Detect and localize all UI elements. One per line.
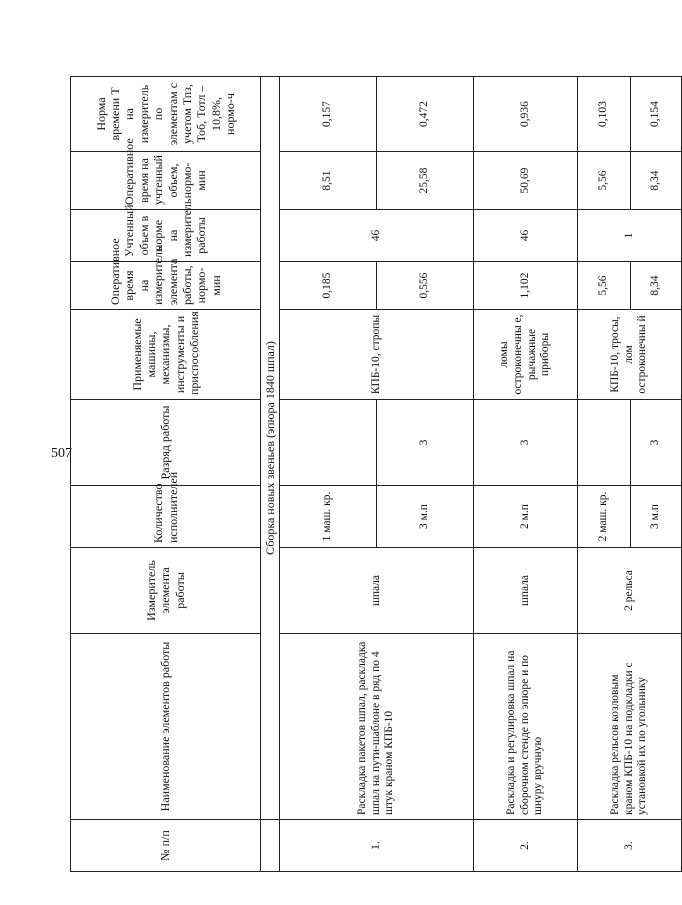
row-workers: 2 м.п	[474, 486, 578, 548]
header-workers: Количество исполнителей	[71, 486, 261, 548]
row-norm: 0,472	[377, 77, 474, 152]
row-meter: шпала	[280, 548, 474, 634]
row-optime-elem: 5,56	[578, 262, 631, 310]
row-workers: 3 м.п	[631, 486, 682, 548]
row-workers: 1 маш. кр.	[280, 486, 377, 548]
table-row	[474, 77, 578, 872]
row-norm: 0,157	[280, 77, 377, 152]
row-optime-vol: 8,51	[280, 152, 377, 210]
norms-table	[70, 76, 682, 872]
row-optime-vol: 8,34	[631, 152, 682, 210]
row-grade	[280, 400, 377, 486]
section-row	[261, 77, 280, 872]
row-name: Раскладка и регулировка шпал на сборочном стенде по эпюре и по шнуру вручную	[474, 634, 578, 820]
row-grade: 3	[474, 400, 578, 486]
section-title: Сборка новых звеньев (эпюра 1840 шпал)	[261, 77, 280, 820]
row-number: 1.	[280, 820, 474, 872]
row-volume: 1	[578, 210, 682, 262]
table-row	[578, 77, 631, 872]
row-machines: КПБ-10, тросы, лом остроконечны й	[578, 310, 682, 400]
row-optime-vol: 5,56	[578, 152, 631, 210]
header-norm: Норма времени Т на измеритель по элементам с учетом Тпз, Тоб, Тотл – 10,8%, нормо-ч	[71, 77, 261, 152]
row-optime-vol: 50,69	[474, 152, 578, 210]
row-optime-elem: 8,34	[631, 262, 682, 310]
row-name: Раскладка рельсов козловым краном КПБ-10 на подкладки с установкой их по угольнику	[578, 634, 682, 820]
row-grade: 3	[377, 400, 474, 486]
page-number: 507	[51, 446, 72, 461]
row-norm: 0,103	[578, 77, 631, 152]
header-meter: Измеритель элемента работы	[71, 548, 261, 634]
header-machines: Применяемые машины, механизмы, инструменты и приспособления	[71, 310, 261, 400]
row-meter: 2 рельса	[578, 548, 682, 634]
table-row	[280, 77, 377, 872]
header-grade: Разряд работы	[71, 400, 261, 486]
row-meter: шпала	[474, 548, 578, 634]
header-optime-vol: Оперативное время на учтенный объем, нормо-мин	[71, 152, 261, 210]
header-optime-elem: Оперативное время на измеритель элемента работы, нормо-мин	[71, 262, 261, 310]
row-norm: 0,936	[474, 77, 578, 152]
rotated-table-container	[70, 77, 662, 872]
row-optime-elem: 1,102	[474, 262, 578, 310]
row-volume: 46	[474, 210, 578, 262]
row-optime-elem: 0,185	[280, 262, 377, 310]
header-volume: Учтенный объем в норме на измеритель работы	[71, 210, 261, 262]
header-name: Наименование элементов работы	[71, 634, 261, 820]
row-machines: КПБ-10, стропы	[280, 310, 474, 400]
row-number: 2.	[474, 820, 578, 872]
row-machines: ломы остроконечны е, рычажные приборы	[474, 310, 578, 400]
row-volume: 46	[280, 210, 474, 262]
header-row	[71, 77, 261, 872]
row-name: Раскладка пакетов шпал, раскладка шпал на пути-шаблоне в ряд по 4 штук краном КПБ-10	[280, 634, 474, 820]
row-norm: 0,154	[631, 77, 682, 152]
row-number: 3.	[578, 820, 682, 872]
row-optime-elem: 0,556	[377, 262, 474, 310]
row-grade	[578, 400, 631, 486]
row-workers: 3 м.п	[377, 486, 474, 548]
row-grade: 3	[631, 400, 682, 486]
row-optime-vol: 25,58	[377, 152, 474, 210]
header-num: № п/п	[71, 820, 261, 872]
row-workers: 2 маш. кр.	[578, 486, 631, 548]
